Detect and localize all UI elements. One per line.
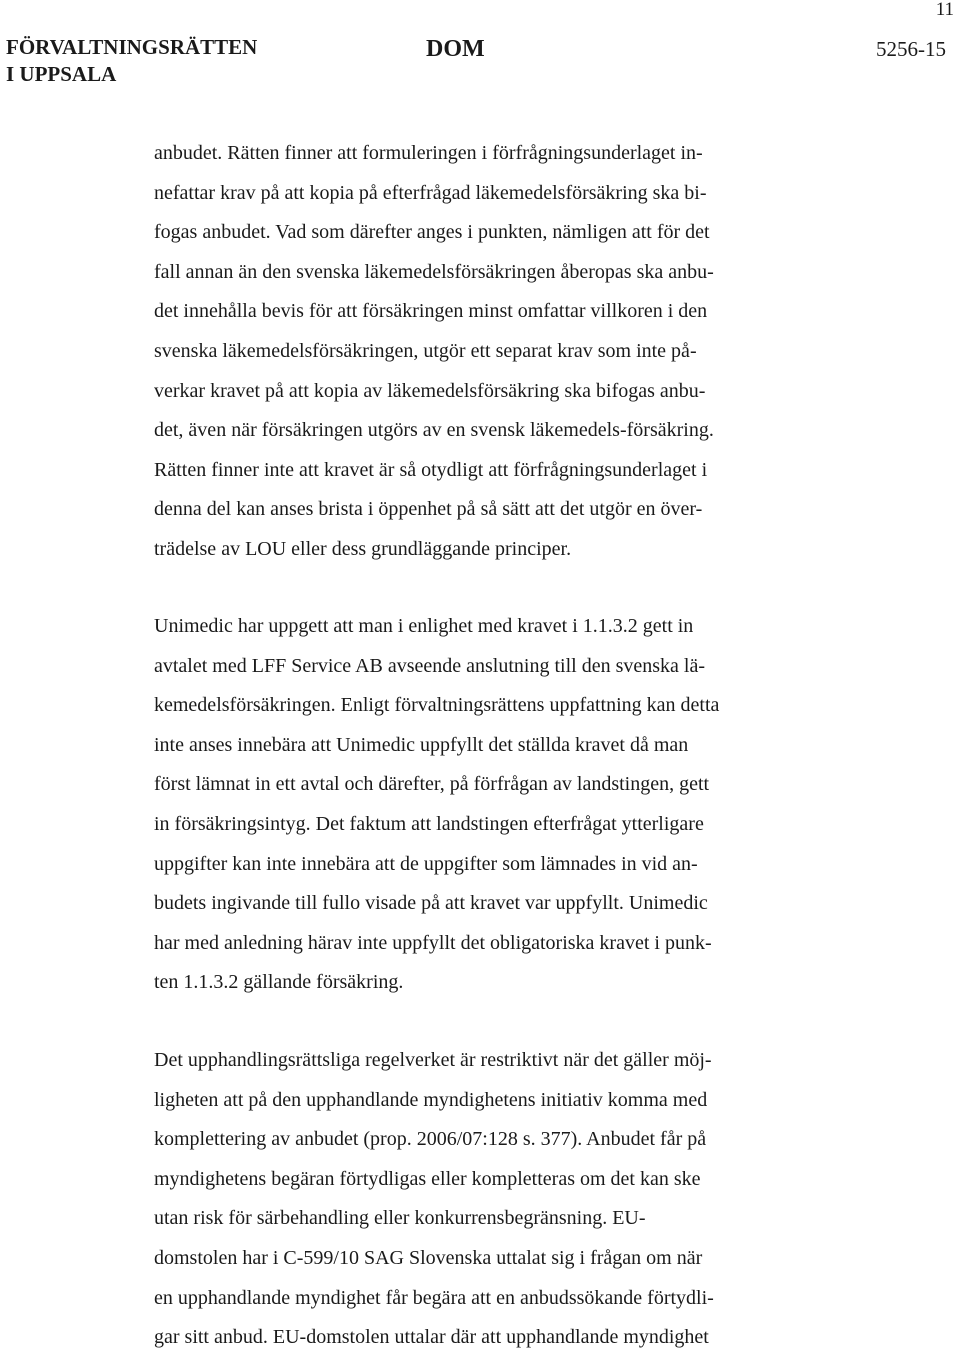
text-line: komplettering av anbudet (prop. 2006/07:128 s. 377). Anbudet får på — [154, 1128, 707, 1151]
text-line: Det upphandlingsrättsliga regelverket är restriktivt när det gäller möj- — [154, 1049, 712, 1071]
text-line: budets ingivande till fullo visade på att kravet var uppfyllt. Unimedic — [154, 892, 708, 915]
text-line: ten 1.1.3.2 gällande försäkring. — [154, 971, 404, 994]
text-line: först lämnat in ett avtal och därefter, på förfrågan av landstingen, gett — [154, 773, 710, 796]
text-line: in försäkringsintyg. Det faktum att landstingen efterfrågat ytterligare — [154, 813, 704, 835]
text-line: fall annan än den svenska läkemedelsförsäkringen åberopas ska anbu- — [154, 260, 714, 283]
text-line: uppgifter kan inte innebära att de uppgifter som lämnades in vid an- — [154, 852, 698, 875]
text-line: fogas anbudet. Vad som därefter anges i punkten, nämligen att för det — [154, 221, 710, 244]
page-number: 11 — [935, 0, 954, 20]
court-name-line-2: I UPPSALA — [6, 62, 117, 86]
text-line: det, även när försäkringen utgörs av en svensk läkemedels-försäkring. — [154, 419, 714, 442]
document-type: DOM — [426, 36, 485, 62]
text-line: det innehålla bevis för att försäkringen minst omfattar villkoren i den — [154, 300, 708, 323]
text-line: myndighetens begäran förtydligas eller kompletteras om det kan ske — [154, 1167, 701, 1190]
court-name — [6, 34, 257, 88]
text-line: har med anledning härav inte uppfyllt det obligatoriska kravet i punk- — [154, 931, 712, 954]
text-line: Rätten finner inte att kravet är så otydligt att förfrågningsunderlaget i — [154, 458, 708, 481]
text-line: domstolen har i C-599/10 SAG Slovenska uttalat sig i frågan om när — [154, 1247, 703, 1269]
text-line: trädelse av LOU eller dess grundläggande principer. — [154, 538, 572, 560]
text-line: kemedelsförsäkringen. Enligt förvaltningsrättens uppfattning kan detta — [154, 694, 720, 717]
text-line: en upphandlande myndighet får begära att en anbudssökande förtydli- — [154, 1286, 714, 1309]
text-line: avtalet med LFF Service AB avseende anslutning till den svenska lä- — [154, 654, 705, 677]
court-name-line-1: FÖRVALTNINGSRÄTTEN — [6, 35, 258, 59]
text-line: ligheten att på den upphandlande myndighetens initiativ komma med — [154, 1088, 708, 1111]
text-line: inte anses innebära att Unimedic uppfyllt det ställda kravet då man — [154, 733, 689, 756]
text-line: utan risk för särbehandling eller konkurrensbegränsning. EU- — [154, 1207, 646, 1230]
text-line: svenska läkemedelsförsäkringen, utgör ett separat krav som inte på- — [154, 340, 697, 362]
text-line: Unimedic har uppgett att man i enlighet med kravet i 1.1.3.2 gett in — [154, 615, 694, 637]
text-line: denna del kan anses brista i öppenhet på så sätt att det utgör en över- — [154, 498, 703, 521]
case-number: 5256-15 — [876, 37, 946, 61]
text-line: gar sitt anbud. EU-domstolen uttalar där att upphandlande myndighet — [154, 1326, 709, 1349]
text-line: anbudet. Rätten finner att formuleringen i förfrågningsunderlaget in- — [154, 142, 703, 164]
text-line: nefattar krav på att kopia på efterfrågad läkemedelsförsäkring ska bi- — [154, 181, 707, 204]
text-line: verkar kravet på att kopia av läkemedelsförsäkring ska bifogas anbu- — [154, 379, 706, 402]
